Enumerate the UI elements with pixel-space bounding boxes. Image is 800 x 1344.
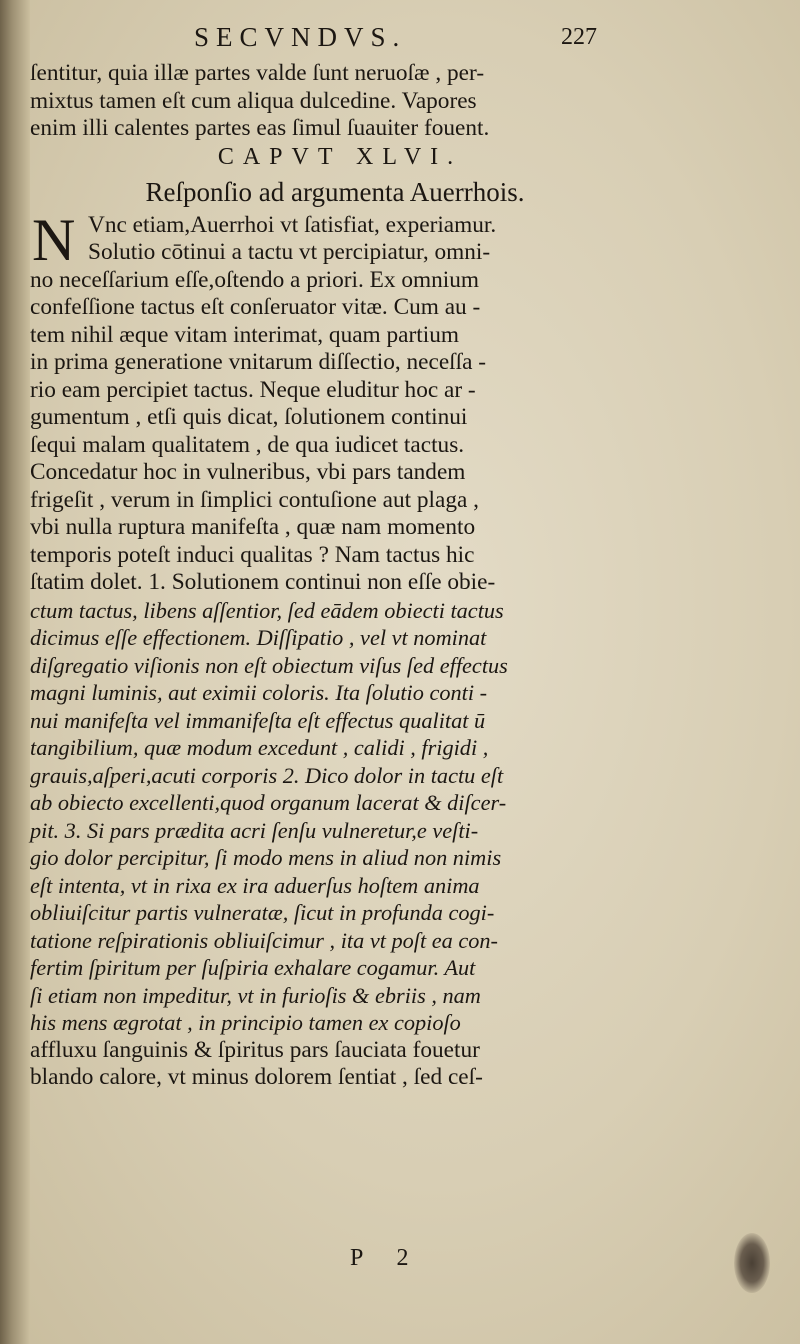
text-line: blando calore, vt minus dolorem ſentiat , ſed ceſ- [30, 1064, 483, 1090]
text-line: Solutio cōtinui a tactu vt percipiatur, omni- [88, 239, 491, 265]
page-number: 227 [561, 24, 597, 50]
text-line: magni luminis, aut eximii coloris. Ita ſolutio conti - [30, 680, 488, 705]
text-block [30, 60, 610, 1092]
text-line: ſtatim dolet. 1. Solutionem continui non eſſe obie- [30, 569, 496, 595]
text-line: affluxu ſanguinis & ſpiritus pars ſauciata fouetur [30, 1036, 480, 1063]
running-head: SECVNDVS. [194, 22, 407, 52]
chapter-heading: Reſponſio ad argumenta Auerrhois. [145, 176, 525, 207]
ink-stain [734, 1233, 770, 1293]
text-line: eſt intenta, vt in rixa ex ira aduerſus hoſtem anima [30, 872, 480, 898]
text-line: enim illi calentes partes eas ſimul ſuauiter fouent. [30, 115, 490, 141]
signature-mark: P 2 [350, 1245, 423, 1271]
binding-gutter [0, 0, 30, 1344]
text-line: Vnc etiam,Auerrhoi vt ſatisfiat, experiamur. [88, 211, 497, 238]
text-line: his mens ægrotat , in principio tamen ex copioſo [30, 1010, 461, 1035]
text-line: nui manifeſta vel immanifeſta eſt effectus qualitat ū [30, 707, 486, 733]
text-line: grauis,aſperi,acuti corporis 2. Dico dolor in tactu eſt [30, 762, 504, 788]
text-line: dicimus eſſe effectionem. Diſſipatio , vel vt nominat [30, 625, 487, 650]
text-line: ctum tactus, libens aſſentior, ſed eādem obiecti tactus [30, 597, 504, 623]
text-line: confeſſione tactus eſt conſeruator vitæ. Cum au - [30, 294, 481, 320]
text-line: tem nihil æque vitam interimat, quam partium [30, 321, 459, 348]
paragraph-end [30, 60, 610, 143]
paragraph-opening [30, 206, 610, 273]
text-line: frigeſit , verum in ſimplici contuſione aut plaga , [30, 486, 479, 513]
text-line: no neceſſarium eſſe,oſtendo a priori. Ex omnium [30, 266, 479, 293]
italic-passage [30, 597, 610, 1037]
text-line: temporis poteſt induci qualitas ? Nam tactus hic [30, 541, 475, 568]
text-line: ſentitur, quia illæ partes valde ſunt neruoſæ , per- [30, 60, 485, 86]
text-line: obliuiſcitur partis vulneratæ, ſicut in profunda cogi- [30, 900, 495, 925]
text-line: tangibilium, quæ modum excedunt , calidi , frigidi , [30, 735, 489, 760]
text-line: gio dolor percipitur, ſi modo mens in aliud non nimis [30, 845, 502, 870]
paragraph-continuation [30, 1037, 610, 1092]
text-line: vbi nulla ruptura manifeſta , quæ nam momento [30, 514, 476, 540]
indented-lines [30, 206, 610, 273]
text-line: pit. 3. Si pars prædita acri ſenſu vulneretur,e veſti- [30, 817, 479, 843]
text-line: ab obiecto excellenti,quod organum lacerat & diſcer- [30, 790, 507, 815]
text-line: tatione reſpirationis obliuiſcimur , ita vt poſt ea con- [30, 927, 498, 953]
text-line: ſi etiam non impeditur, vt in furioſis & ebriis , nam [30, 982, 481, 1008]
text-line: diſgregatio viſionis non eſt obiectum viſus ſed effectus [30, 652, 508, 678]
paragraph-body [30, 267, 610, 597]
text-line: rio eam percipiet tactus. Neque eluditur hoc ar - [30, 376, 476, 403]
text-line: ſequi malam qualitatem , de qua iudicet tactus. [30, 431, 465, 458]
text-line: gumentum , etſi quis dicat, ſolutionem continui [30, 404, 468, 430]
text-line: Concedatur hoc in vulneribus, vbi pars tandem [30, 459, 466, 485]
text-line: mixtus tamen eſt cum aliqua dulcedine. Vapores [30, 87, 477, 114]
text-line: in prima generatione vnitarum diſſectio, neceſſa - [30, 349, 487, 375]
chapter-label: CAPVT XLVI. [217, 143, 463, 170]
text-line: fertim ſpiritum per ſuſpiria exhalare cogamur. Aut [30, 955, 476, 980]
drop-initial: N [32, 206, 76, 273]
